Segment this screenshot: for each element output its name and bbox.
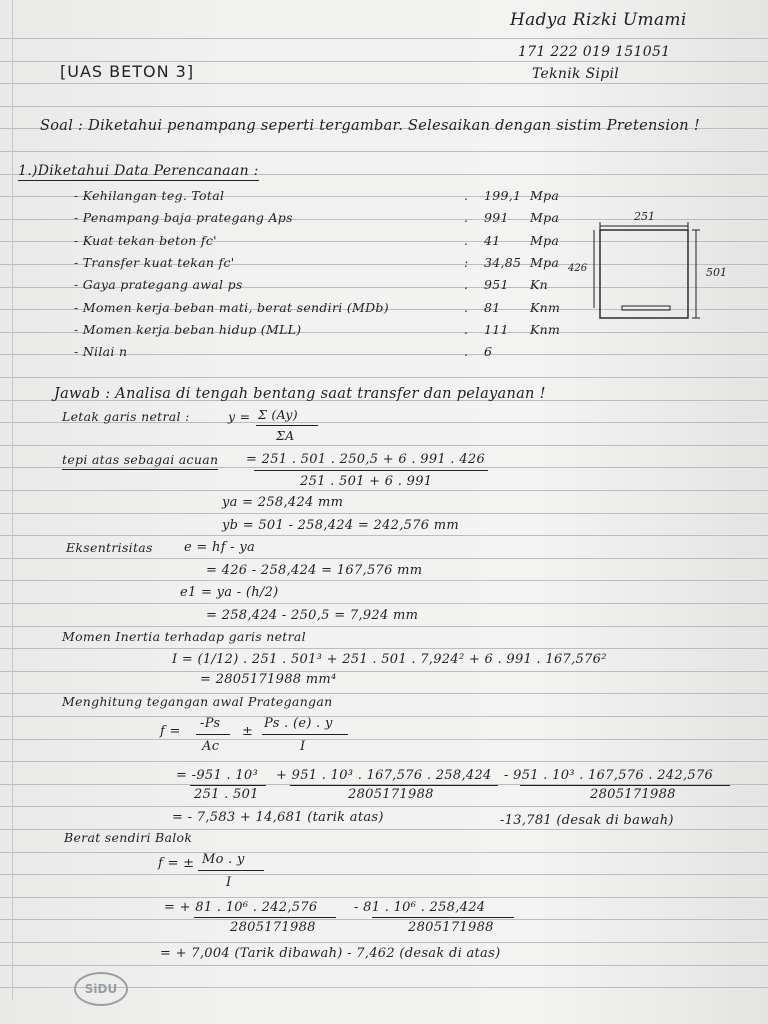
data-row-separator: .	[464, 344, 469, 359]
data-row-unit: Knm	[530, 300, 561, 315]
fraction-bar	[256, 425, 318, 426]
data-row-label: - Penampang baja prategang Aps	[74, 210, 293, 225]
fraction-bar	[372, 917, 514, 918]
ruled-line	[0, 377, 768, 378]
ya-result: ya = 258,424 mm	[222, 495, 344, 510]
fraction-bar	[198, 870, 264, 871]
stress-calc-den3: 2805171988	[590, 787, 676, 802]
ruled-line	[0, 626, 768, 627]
neutral-axis-denominator: ΣA	[276, 428, 295, 443]
data-row-separator: .	[464, 277, 469, 292]
inertia-label: Momen Inertia terhadap garis netral	[62, 629, 306, 644]
ruled-line	[0, 874, 768, 875]
stress-calc-num2: + 951 . 10³ . 167,576 . 258,424	[276, 768, 492, 783]
data-row-label: - Transfer kuat tekan fc'	[74, 255, 235, 270]
stress-result-top: = - 7,583 + 14,681 (tarik atas)	[172, 810, 384, 825]
stress-formula-plusminus: ±	[242, 724, 254, 739]
data-row-value: 991	[484, 210, 509, 225]
self-weight-formula-den: I	[226, 875, 232, 890]
ruled-line	[0, 106, 768, 107]
ruled-line	[0, 603, 768, 604]
inertia-formula: I = (1/12) . 251 . 501³ + 251 . 501 . 7,924² + 6 . 991 . 167,576²	[172, 652, 607, 667]
ruled-line	[0, 942, 768, 943]
exam-title: [UAS BETON 3]	[60, 62, 195, 81]
eccentricity-e1-value: = 258,424 - 250,5 = 7,924 mm	[206, 608, 419, 623]
stress-formula-den2: I	[300, 739, 306, 754]
self-weight-calc1-num: = + 81 . 10⁶ . 242,576	[164, 900, 318, 915]
stress-formula-lhs: f =	[160, 724, 181, 739]
data-row-separator: .	[464, 322, 469, 337]
data-row-value: 6	[484, 344, 493, 359]
neutral-axis-numerator: Σ (Ay)	[258, 407, 298, 422]
data-row-separator: .	[464, 188, 469, 203]
data-row-unit: Knm	[530, 322, 561, 337]
data-row-separator: .	[464, 300, 469, 315]
ruled-line	[0, 38, 768, 39]
ruled-line	[0, 580, 768, 581]
data-row-label: - Kuat tekan beton fc'	[74, 233, 217, 248]
stress-formula-den1: Ac	[202, 739, 220, 754]
ruled-line	[0, 897, 768, 898]
notebook-brand-logo: SiDU	[74, 972, 128, 1006]
data-row-label: - Gaya prategang awal ps	[74, 277, 243, 292]
ruled-line	[0, 83, 768, 84]
stress-formula-num2: Ps . (e) . y	[264, 716, 333, 731]
stress-calc-den1: 251 . 501	[194, 787, 259, 802]
data-row-label: - Momen kerja beban hidup (MLL)	[74, 322, 302, 337]
stress-result-bottom: -13,781 (desak di bawah)	[500, 813, 674, 828]
prestress-stress-label: Menghitung tegangan awal Prategangan	[62, 694, 333, 709]
data-row-separator: .	[464, 210, 469, 225]
data-row-value: 41	[484, 233, 501, 248]
data-row-value: 199,1	[484, 188, 522, 203]
self-weight-calc2-den: 2805171988	[408, 920, 494, 935]
ruled-line	[0, 558, 768, 559]
height-label: 501	[706, 266, 727, 279]
beam-section-outline	[600, 230, 688, 318]
stress-calc-num1: = -951 . 10³	[176, 768, 258, 783]
neutral-axis-lhs: y =	[228, 409, 251, 424]
beam-cross-section-diagram	[560, 200, 750, 330]
tendon-depth-label: 426	[568, 263, 588, 274]
ruled-line	[0, 806, 768, 807]
eccentricity-label: Eksentrisitas	[66, 540, 153, 555]
eccentricity-formula: e = hf - ya	[184, 540, 256, 555]
known-data-title: 1.)Diketahui Data Perencanaan :	[18, 163, 259, 179]
self-weight-label: Berat sendiri Balok	[64, 830, 193, 845]
ruled-line	[0, 919, 768, 920]
ruled-line	[0, 739, 768, 740]
ruled-line	[0, 445, 768, 446]
stress-formula-num1: -Ps	[200, 716, 221, 731]
fraction-bar	[194, 917, 336, 918]
width-label: 251	[634, 210, 655, 223]
fraction-bar	[520, 785, 730, 786]
data-row-unit: Mpa	[530, 188, 560, 203]
data-row-separator: .	[464, 233, 469, 248]
fraction-bar	[290, 785, 498, 786]
self-weight-calc2-num: - 81 . 10⁶ . 258,424	[354, 900, 486, 915]
ruled-line	[0, 490, 768, 491]
ruled-line	[0, 852, 768, 853]
self-weight-calc1-den: 2805171988	[230, 920, 316, 935]
eccentricity-e1-formula: e1 = ya - (h/2)	[180, 585, 279, 600]
ruled-line	[0, 965, 768, 966]
student-id: 171 222 019 151051	[518, 44, 671, 60]
data-row-label: - Kehilangan teg. Total	[74, 188, 225, 203]
data-row-value: 951	[484, 277, 509, 292]
problem-statement: Soal : Diketahui penampang seperti tergambar. Selesaikan dengan sistim Pretension !	[40, 118, 700, 134]
fraction-bar	[254, 470, 488, 471]
data-row-unit: Mpa	[530, 210, 560, 225]
tendon-bar	[622, 306, 670, 310]
ruled-line	[0, 716, 768, 717]
ruled-line	[0, 671, 768, 672]
data-row-value: 81	[484, 300, 501, 315]
fraction-bar	[262, 734, 348, 735]
data-row-unit: Mpa	[530, 233, 560, 248]
data-row-value: 34,85	[484, 255, 522, 270]
data-row-separator: :	[464, 255, 469, 270]
data-row-label: - Momen kerja beban mati, berat sendiri (MDb)	[74, 300, 389, 315]
stress-calc-den2: 2805171988	[348, 787, 434, 802]
data-row-label: - Nilai n	[74, 344, 128, 359]
ruled-line	[0, 648, 768, 649]
eccentricity-value: = 426 - 258,424 = 167,576 mm	[206, 563, 423, 578]
data-row-unit: Mpa	[530, 255, 560, 270]
ruled-line	[0, 535, 768, 536]
fraction-bar	[196, 734, 230, 735]
answer-title: Jawab : Analisa di tengah bentang saat transfer dan pelayanan !	[54, 386, 546, 402]
yb-result: yb = 501 - 258,424 = 242,576 mm	[222, 518, 460, 533]
neutral-axis-calc-denominator: 251 . 501 + 6 . 991	[300, 474, 433, 489]
self-weight-formula-num: Mo . y	[202, 852, 245, 867]
neutral-axis-label: Letak garis netral :	[62, 409, 190, 424]
data-row-value: 111	[484, 322, 509, 337]
fraction-bar	[190, 785, 266, 786]
stress-calc-num3: - 951 . 10³ . 167,576 . 242,576	[504, 768, 714, 783]
self-weight-result: = + 7,004 (Tarik dibawah) - 7,462 (desak di atas)	[160, 946, 501, 961]
top-edge-reference-label: tepi atas sebagai acuan	[62, 452, 218, 470]
ruled-line	[0, 761, 768, 762]
student-major: Teknik Sipil	[532, 66, 620, 82]
neutral-axis-calc-numerator: = 251 . 501 . 250,5 + 6 . 991 . 426	[246, 452, 486, 467]
data-row-unit: Kn	[530, 277, 548, 292]
student-name: Hadya Rizki Umami	[510, 10, 687, 30]
ruled-line	[0, 151, 768, 152]
ruled-line	[0, 513, 768, 514]
page-margin-line	[12, 0, 13, 1000]
inertia-value: = 2805171988 mm⁴	[200, 672, 337, 687]
self-weight-formula-lhs: f = ±	[158, 856, 195, 871]
